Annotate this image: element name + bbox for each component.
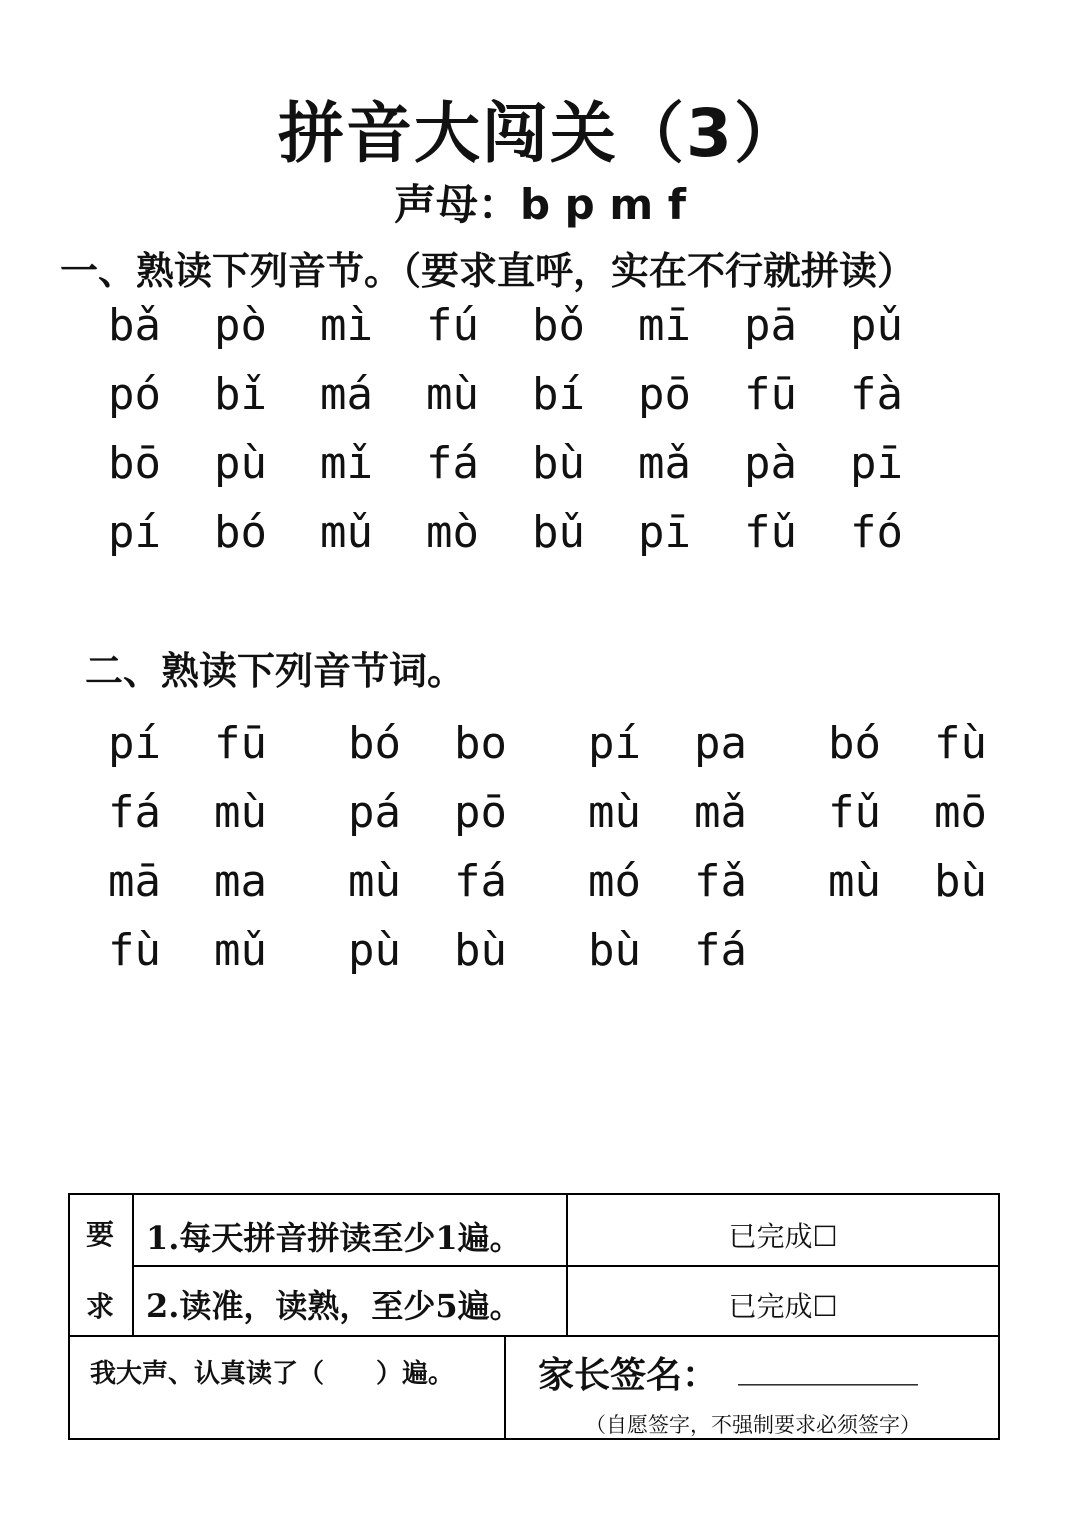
syllable: pò <box>214 300 267 351</box>
syllable-word: pù bù <box>348 925 507 976</box>
syllable: bō <box>108 438 161 489</box>
syllable: bí <box>532 369 585 420</box>
syllable: pà <box>744 438 797 489</box>
read-count-text: 我大声、认真读了（ ）遍。 <box>90 1359 455 1389</box>
syllable-word: pá pō <box>348 787 507 838</box>
syllable: bǒ <box>532 300 585 351</box>
syllable: bù <box>532 438 585 489</box>
syllable: pó <box>108 369 161 420</box>
requirement-1: 1.每天拼音拼读至少1遍。 <box>146 1219 522 1257</box>
section1-heading: 一、熟读下列音节。（要求直呼，实在不行就拼读） <box>60 248 916 293</box>
requirement-2: 2.读准，读熟，至少5遍。 <box>146 1287 522 1325</box>
syllable: bǔ <box>532 507 585 558</box>
syllable: pí <box>108 507 161 558</box>
req-label-bottom: 求 <box>86 1290 115 1323</box>
syllable-word: fù mǔ <box>108 925 267 976</box>
syllable-word: bù fá <box>588 925 747 976</box>
syllable: fà <box>850 369 903 420</box>
syllable-word: pí fū <box>108 718 267 769</box>
req-label-top: 要 <box>86 1218 115 1251</box>
syllable: mì <box>320 300 373 351</box>
syllable: pǔ <box>850 300 903 351</box>
syllable-word: fǔ mō <box>828 787 987 838</box>
syllable-word: bó bo <box>348 718 507 769</box>
done-checkbox-2[interactable]: 已完成☐ <box>728 1290 838 1323</box>
section2-heading: 二、熟读下列音节词。 <box>85 648 466 693</box>
signature-note: （自愿签字，不强制要求必须签字） <box>585 1413 921 1437</box>
syllable: mò <box>426 507 479 558</box>
done-checkbox-1[interactable]: 已完成☐ <box>728 1220 838 1253</box>
syllable-word: fá mù <box>108 787 267 838</box>
syllable: mǔ <box>320 507 373 558</box>
syllable: mǎ <box>638 438 691 489</box>
syllable: mī <box>638 300 691 351</box>
syllable: bǎ <box>108 300 161 351</box>
syllable: pù <box>214 438 267 489</box>
syllable: fá <box>426 438 479 489</box>
syllable-word: bó fù <box>828 718 987 769</box>
syllable: fó <box>850 507 903 558</box>
syllable-word: mā ma <box>108 856 267 907</box>
syllable: bǐ <box>214 369 267 420</box>
syllable-word: mù mǎ <box>588 787 747 838</box>
syllable: má <box>320 369 373 420</box>
signature-line[interactable]: __________ <box>738 1345 918 1386</box>
syllable: mǐ <box>320 438 373 489</box>
syllable: fǔ <box>744 507 797 558</box>
parent-sign-label: 家长签名： <box>538 1354 719 1396</box>
syllable: pā <box>744 300 797 351</box>
syllable: pō <box>638 369 691 420</box>
syllable: pī <box>850 438 903 489</box>
syllable-word: mó fǎ <box>588 856 747 907</box>
syllable: bó <box>214 507 267 558</box>
syllable-word: pí pa <box>588 718 747 769</box>
syllable: pī <box>638 507 691 558</box>
syllable: fū <box>744 369 797 420</box>
page-title: 拼音大闯关（3） <box>278 95 802 172</box>
requirements-table <box>68 1193 1000 1440</box>
page-subtitle: 声母：b p m f <box>393 180 687 229</box>
syllable: fú <box>426 300 479 351</box>
syllable-word: mù fá <box>348 856 507 907</box>
syllable: mù <box>426 369 479 420</box>
syllable-word: mù bù <box>828 856 987 907</box>
